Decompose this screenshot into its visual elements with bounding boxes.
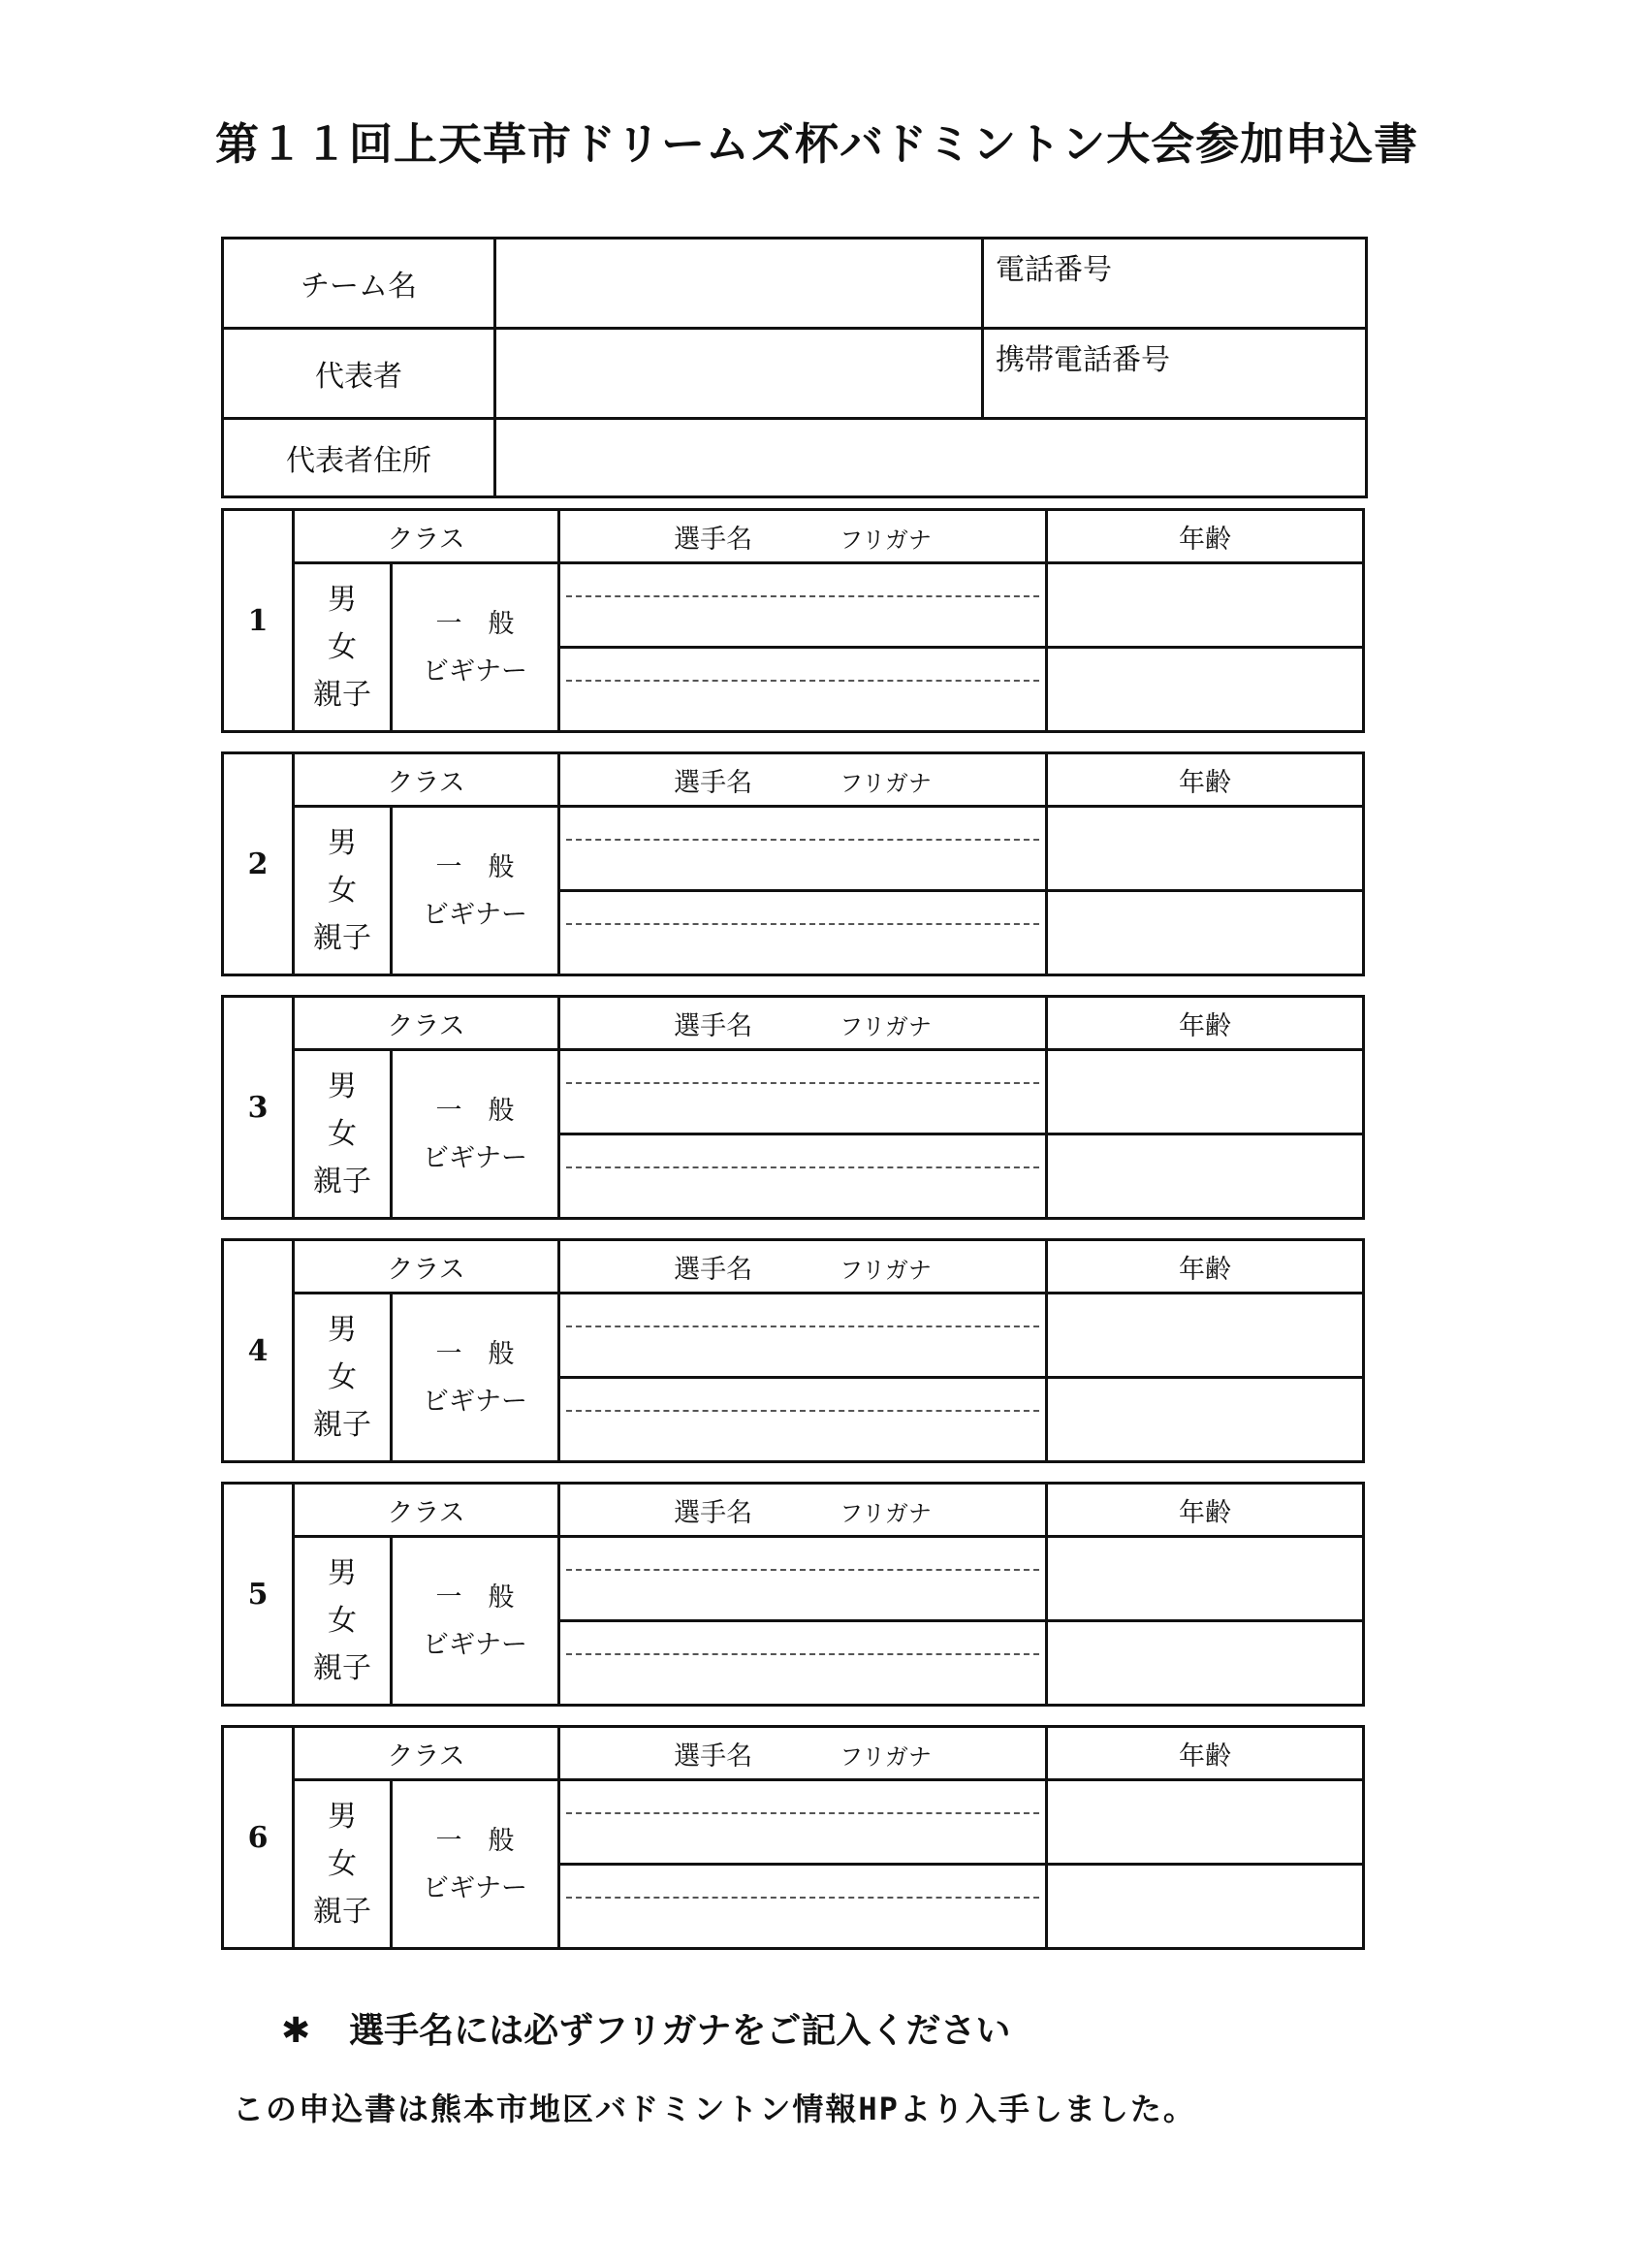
player-label: 選手名 [674,1497,753,1528]
level-options[interactable] [392,1780,559,1949]
furigana-dashed-line [566,1166,1039,1168]
age-header: 年齢 [1047,510,1364,563]
furigana-dashed-line [566,595,1039,597]
player-header [559,753,1047,807]
female-option[interactable]: 女 [328,1360,357,1394]
furigana-dashed-line [566,1569,1039,1571]
female-option[interactable]: 女 [328,874,357,908]
level-options[interactable] [392,563,559,732]
entry-number: 5 [223,1484,294,1706]
entry-number: 3 [223,997,294,1219]
age-field-1[interactable] [1047,1537,1364,1621]
age-header: 年齢 [1047,1727,1364,1780]
player-header [559,510,1047,563]
player-header [559,997,1047,1050]
age-header: 年齢 [1047,753,1364,807]
age-field-1[interactable] [1047,1780,1364,1865]
player-name-field-2[interactable] [559,891,1047,975]
beginner-option[interactable]: ビギナー [423,1142,527,1173]
representative-field[interactable] [495,329,983,419]
class-header: クラス [294,1484,559,1537]
player-header [559,1240,1047,1294]
player-name-field-1[interactable] [559,1780,1047,1865]
team-info-table [221,237,1368,498]
level-options[interactable] [392,1537,559,1706]
male-option[interactable]: 男 [328,826,357,860]
entry-number: 2 [223,753,294,975]
entry-table [221,1238,1365,1463]
player-name-field-1[interactable] [559,1050,1047,1134]
parent-child-option[interactable]: 親子 [313,678,371,712]
age-header: 年齢 [1047,1484,1364,1537]
player-name-field-2[interactable] [559,1134,1047,1219]
team-name-field[interactable] [495,239,983,329]
age-field-1[interactable] [1047,563,1364,648]
address-field[interactable] [495,419,1367,497]
general-option[interactable]: 一 般 [435,1095,515,1126]
entry-number: 4 [223,1240,294,1462]
beginner-option[interactable]: ビギナー [423,1386,527,1417]
furigana-label: フリガナ [840,1499,932,1527]
entry-table [221,1725,1365,1950]
male-option[interactable]: 男 [328,583,357,617]
age-field-2[interactable] [1047,1621,1364,1706]
furigana-dashed-line [566,1653,1039,1655]
class-header: クラス [294,753,559,807]
mobile-label: 携帯電話番号 [996,343,1170,377]
age-field-1[interactable] [1047,1050,1364,1134]
beginner-option[interactable]: ビギナー [423,655,527,687]
parent-child-option[interactable]: 親子 [313,1895,371,1929]
female-option[interactable]: 女 [328,1604,357,1638]
furigana-label: フリガナ [840,1256,932,1284]
furigana-dashed-line [566,839,1039,841]
furigana-note [281,2003,1010,2053]
male-option[interactable]: 男 [328,1313,357,1347]
general-option[interactable]: 一 般 [435,608,515,639]
furigana-label: フリガナ [840,1012,932,1040]
general-option[interactable]: 一 般 [435,1581,515,1613]
level-options[interactable] [392,1294,559,1462]
beginner-option[interactable]: ビギナー [423,899,527,930]
player-name-field-1[interactable] [559,1537,1047,1621]
age-field-2[interactable] [1047,1134,1364,1219]
furigana-label: フリガナ [840,526,932,554]
male-option[interactable]: 男 [328,1556,357,1590]
general-option[interactable]: 一 般 [435,851,515,882]
furigana-dashed-line [566,1812,1039,1814]
player-name-field-2[interactable] [559,1865,1047,1949]
furigana-dashed-line [566,680,1039,682]
player-name-field-1[interactable] [559,807,1047,891]
class-header: クラス [294,1727,559,1780]
entry-table [221,995,1365,1220]
parent-child-option[interactable]: 親子 [313,1651,371,1685]
entry-table [221,1482,1365,1707]
team-name-label: チーム名 [223,239,495,329]
furigana-dashed-line [566,1326,1039,1327]
player-name-field-2[interactable] [559,1378,1047,1462]
class-header: クラス [294,1240,559,1294]
sex-options[interactable] [294,1294,392,1462]
address-label: 代表者住所 [223,419,495,497]
class-header: クラス [294,510,559,563]
age-field-2[interactable] [1047,891,1364,975]
sex-options[interactable] [294,1050,392,1219]
beginner-option[interactable]: ビギナー [423,1872,527,1903]
phone-field[interactable] [983,239,1367,329]
furigana-dashed-line [566,1410,1039,1412]
age-header: 年齢 [1047,997,1364,1050]
age-field-2[interactable] [1047,1378,1364,1462]
player-name-field-1[interactable] [559,563,1047,648]
furigana-label: フリガナ [840,769,932,797]
player-name-field-2[interactable] [559,648,1047,732]
player-header [559,1484,1047,1537]
parent-child-option[interactable]: 親子 [313,1408,371,1442]
parent-child-option[interactable]: 親子 [313,1165,371,1198]
parent-child-option[interactable]: 親子 [313,921,371,955]
player-name-field-1[interactable] [559,1294,1047,1378]
male-option[interactable]: 男 [328,1800,357,1834]
source-text: この申込書は熊本市地区バドミントン情報HPより入手しました。 [233,2091,1196,2127]
player-label: 選手名 [674,524,753,555]
age-header: 年齢 [1047,1240,1364,1294]
player-label: 選手名 [674,1254,753,1285]
furigana-dashed-line [566,923,1039,925]
entry-table [221,751,1365,976]
female-option[interactable]: 女 [328,1117,357,1151]
general-option[interactable]: 一 般 [435,1825,515,1856]
phone-label: 電話番号 [996,253,1112,287]
class-header: クラス [294,997,559,1050]
player-name-field-2[interactable] [559,1621,1047,1706]
sex-options[interactable] [294,1780,392,1949]
form-title: 第１１回上天草市ドリームズ杯バドミントン大会参加申込書 [215,118,1419,170]
male-option[interactable]: 男 [328,1070,357,1103]
player-header [559,1727,1047,1780]
sex-options[interactable] [294,807,392,975]
player-label: 選手名 [674,1741,753,1772]
entry-number: 1 [223,510,294,732]
sex-options[interactable] [294,563,392,732]
female-option[interactable]: 女 [328,1847,357,1881]
furigana-dashed-line [566,1082,1039,1084]
level-options[interactable] [392,807,559,975]
age-field-1[interactable] [1047,807,1364,891]
representative-label: 代表者 [223,329,495,419]
furigana-label: フリガナ [840,1742,932,1771]
entry-table [221,508,1365,733]
player-label: 選手名 [674,1010,753,1041]
beginner-option[interactable]: ビギナー [423,1629,527,1660]
general-option[interactable]: 一 般 [435,1338,515,1369]
asterisk-icon: ✱ [281,2011,311,2051]
female-option[interactable]: 女 [328,630,357,664]
player-label: 選手名 [674,767,753,798]
sex-options[interactable] [294,1537,392,1706]
entry-number: 6 [223,1727,294,1949]
age-field-2[interactable] [1047,648,1364,732]
mobile-field[interactable] [983,329,1367,419]
age-field-2[interactable] [1047,1865,1364,1949]
furigana-dashed-line [566,1897,1039,1899]
level-options[interactable] [392,1050,559,1219]
age-field-1[interactable] [1047,1294,1364,1378]
note-text: 選手名には必ずフリガナをご記入ください [349,2011,1011,2051]
